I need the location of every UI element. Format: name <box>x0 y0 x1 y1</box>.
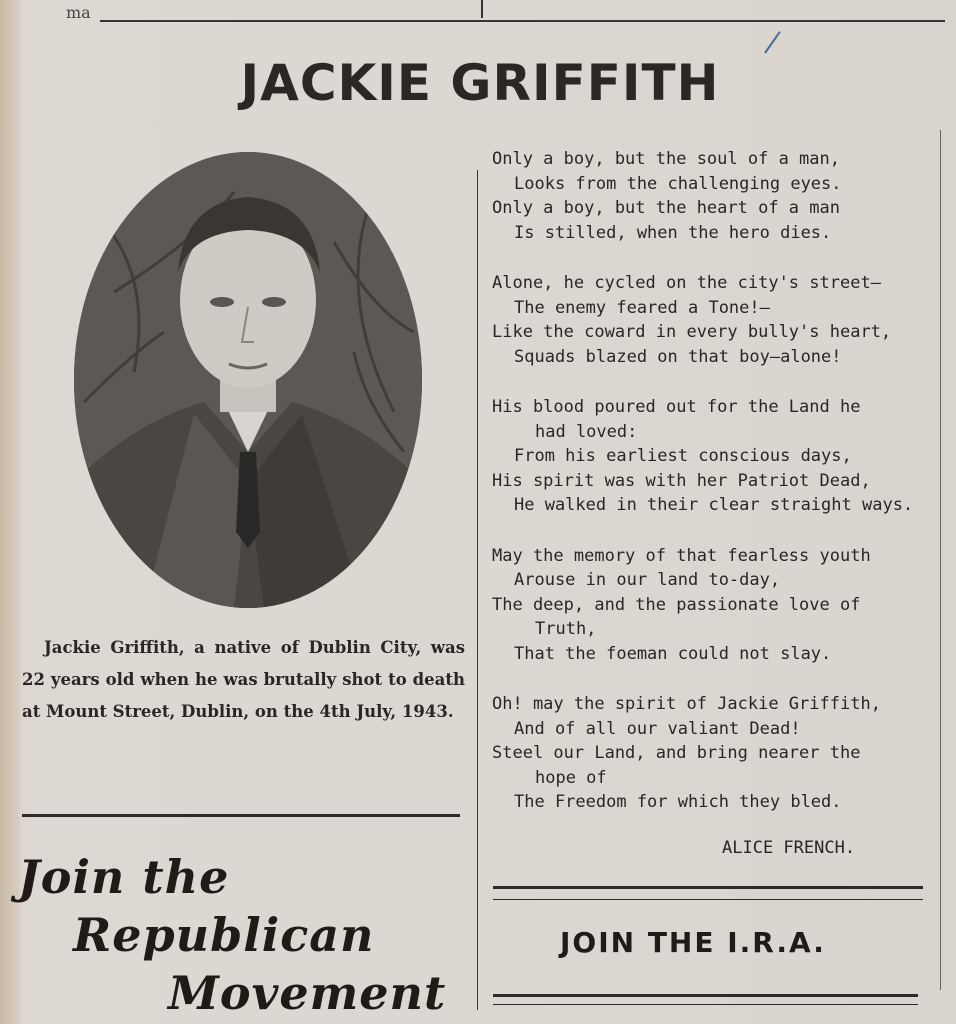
right-rule-bottom-thin <box>493 1004 918 1005</box>
caption-text: Jackie Griffith, a native of Dublin City, was 22 years old when he was brutally shot to death at Mount Street, Dublin, on the 4th July, 1943. <box>22 638 465 721</box>
poem-line: Truth, <box>535 619 597 639</box>
poem-line: Alone, he cycled on the city's street— <box>492 273 881 293</box>
join-republican-movement-ad <box>18 848 468 1022</box>
poem-line: His blood poured out for the Land he <box>492 397 861 417</box>
poem-line: His spirit was with her Patriot Dead, <box>492 470 871 491</box>
poem-line: Arouse in our land to-day, <box>514 570 781 590</box>
poem-line: The Freedom for which they bled. <box>514 792 842 812</box>
poem-line: Like the coward in every bully's heart, <box>492 322 892 342</box>
poem-line: Oh! may the spirit of Jackie Griffith, <box>492 694 881 714</box>
page-title: JACKIE GRIFFITH <box>240 54 720 112</box>
poem-stanza-4 <box>492 544 937 667</box>
poem-line: He walked in their clear straight ways. <box>514 495 914 515</box>
poem-line: Only a boy, but the heart of a man <box>492 198 840 218</box>
poem-line: hope of <box>535 767 607 788</box>
right-page-edge <box>940 130 941 990</box>
poem-line: Only a boy, but the soul of a man, <box>492 149 840 169</box>
torn-page-edge <box>0 0 20 1024</box>
poem-line: And of all our valiant Dead! <box>514 718 801 739</box>
poem-line: The deep, and the passionate love of <box>492 594 861 615</box>
top-rule <box>100 20 945 22</box>
poem-line: Squads blazed on that boy—alone! <box>514 346 842 367</box>
poem-stanza-1 <box>492 147 937 245</box>
photo-caption <box>22 632 465 728</box>
corner-mark: ma <box>66 3 91 22</box>
poem-line: had loved: <box>535 421 638 442</box>
poem-line: From his earliest conscious days, <box>514 446 852 466</box>
join-line-1: Join the <box>18 850 230 904</box>
left-section-rule <box>22 814 460 817</box>
join-line-3: Movement <box>168 966 447 1020</box>
poem-line: The enemy feared a Tone!— <box>514 297 770 318</box>
poem-author: ALICE FRENCH. <box>722 838 856 858</box>
join-ira-ad: JOIN THE I.R.A. <box>560 926 826 959</box>
poem-stanza-5 <box>492 692 937 815</box>
portrait-photo-icon <box>74 152 422 608</box>
poem-line: That the foeman could not slay. <box>514 643 832 664</box>
poem-line: Steel our Land, and bring nearer the <box>492 743 861 763</box>
poem-line: May the memory of that fearless youth <box>492 545 871 566</box>
column-divider <box>477 170 478 1010</box>
poem-stanza-2 <box>492 271 937 369</box>
right-rule-top-thin <box>493 899 923 900</box>
join-line-2: Republican <box>73 908 375 962</box>
right-rule-top <box>493 886 923 889</box>
right-rule-bottom <box>493 994 918 997</box>
poem <box>492 147 937 841</box>
poem-line: Looks from the challenging eyes. <box>514 173 842 194</box>
poem-line: Is stilled, when the hero dies. <box>514 222 832 243</box>
poem-stanza-3 <box>492 395 937 518</box>
top-column-divider <box>481 0 483 18</box>
